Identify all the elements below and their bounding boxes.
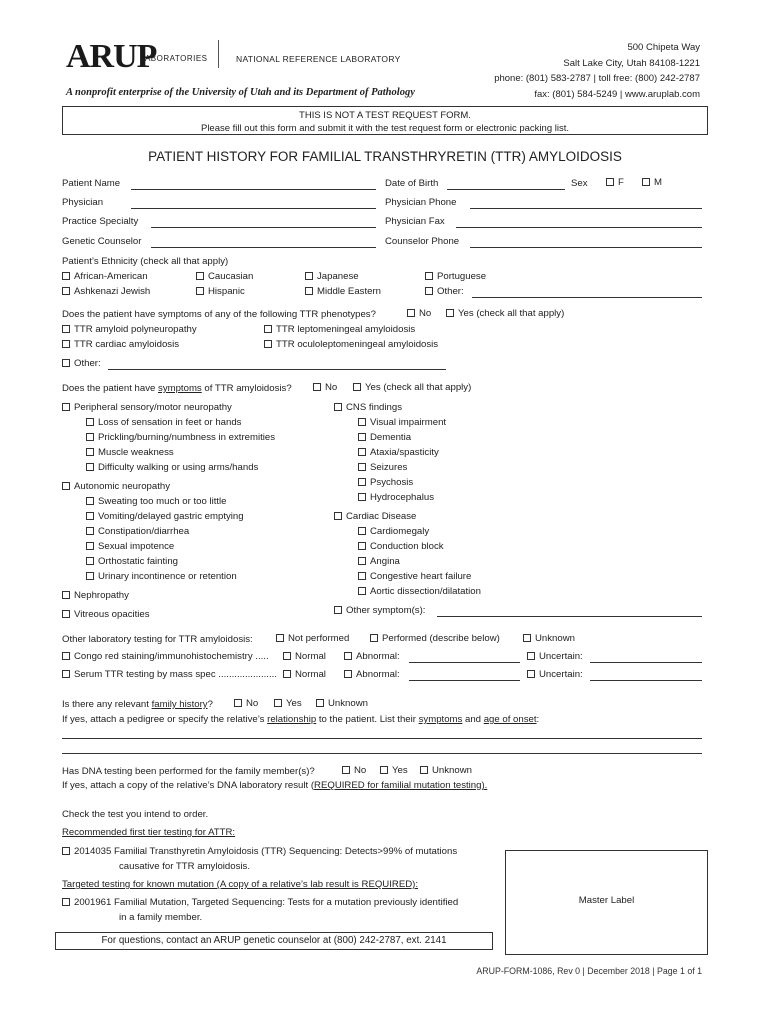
- checkbox-icon: [425, 287, 433, 295]
- address-line2: Salt Lake City, Utah 84108-1221: [563, 57, 700, 69]
- option-label: Visual impairment: [370, 417, 447, 428]
- option-label: Congo red staining/immunohistochemistry .....: [74, 651, 269, 662]
- checkbox-icon: [264, 340, 272, 348]
- sex-f-checkbox[interactable]: [606, 177, 624, 189]
- option-label: Vitreous opacities: [74, 609, 150, 620]
- option-label: No: [246, 698, 259, 709]
- option-label: Yes (check all that apply): [458, 308, 565, 319]
- checkbox-icon: [342, 766, 350, 774]
- checkbox-icon: [358, 478, 366, 486]
- option-label: Seizures: [370, 462, 408, 473]
- symptom-ataxia[interactable]: [358, 447, 439, 459]
- option-label: Uncertain:: [539, 669, 583, 680]
- checkbox-icon: [358, 433, 366, 441]
- checkbox-icon: [86, 527, 94, 535]
- sex-m-label: M: [654, 177, 662, 188]
- contact-block: [494, 40, 700, 102]
- checkbox-icon: [358, 527, 366, 535]
- master-label-box: [505, 850, 708, 955]
- ethnicity-other[interactable]: [425, 286, 464, 298]
- checkbox-icon: [606, 178, 614, 186]
- physician-phone-field[interactable]: [470, 208, 702, 209]
- checkbox-icon: [62, 325, 70, 333]
- symptom-urinary[interactable]: [86, 571, 237, 583]
- checkbox-icon: [86, 433, 94, 441]
- symptom-dementia[interactable]: [358, 432, 411, 444]
- symptom-muscle-weakness[interactable]: [86, 447, 174, 459]
- phenotype-yes[interactable]: [446, 308, 564, 320]
- option-label: Not performed: [288, 633, 350, 644]
- checkbox-icon: [86, 572, 94, 580]
- option-label: Unknown: [328, 698, 368, 709]
- checkbox-icon: [86, 512, 94, 520]
- lab-congo-uncertain-field[interactable]: [590, 662, 702, 663]
- physician-field[interactable]: [131, 208, 376, 209]
- address-line1: 500 Chipeta Way: [627, 42, 700, 53]
- checkbox-icon: [353, 383, 361, 391]
- option-label: CNS findings: [346, 402, 402, 413]
- lab-serum-normal[interactable]: [283, 669, 326, 681]
- dna-yes[interactable]: [380, 765, 408, 777]
- option-label: Other:: [74, 358, 101, 369]
- option-label: TTR cardiac amyloidosis: [74, 339, 180, 350]
- checkbox-icon: [370, 634, 378, 642]
- phone-line: phone: (801) 583-2787 | toll free: (800) 242-2787: [494, 73, 700, 84]
- option-label: Uncertain:: [539, 651, 583, 662]
- test-desc: Detects>99% of mutations: [342, 846, 458, 857]
- checkbox-icon: [62, 340, 70, 348]
- practice-specialty-field[interactable]: [151, 227, 376, 228]
- ethnicity-ashkenazi[interactable]: [62, 286, 150, 298]
- checkbox-icon: [313, 383, 321, 391]
- ethnicity-portuguese[interactable]: [425, 271, 486, 283]
- option-label: Other:: [437, 286, 464, 297]
- family-history-unknown[interactable]: [316, 698, 368, 710]
- checkbox-icon: [62, 847, 70, 855]
- option-label: Ashkenazi Jewish: [74, 286, 151, 297]
- option-label: Urinary incontinence or retention: [98, 571, 237, 582]
- lab-not-performed[interactable]: [276, 633, 349, 645]
- option-label: Abnormal:: [356, 669, 400, 680]
- symptom-prickling[interactable]: [86, 432, 275, 444]
- test-2014035-cont: causative for TTR amyloidosis.: [119, 861, 250, 872]
- phenotype-cardiac[interactable]: [62, 339, 179, 351]
- checkbox-icon: [420, 766, 428, 774]
- logo-laboratories: LABORATORIES: [140, 54, 208, 63]
- dob-label: Date of Birth: [385, 178, 439, 189]
- symptom-autonomic[interactable]: [62, 481, 170, 493]
- dob-field[interactable]: [447, 189, 565, 190]
- checkbox-icon: [523, 634, 531, 642]
- checkbox-icon: [86, 448, 94, 456]
- checkbox-icon: [62, 482, 70, 490]
- symptom-difficulty-walking[interactable]: [86, 462, 258, 474]
- symptom-cardiomegaly[interactable]: [358, 526, 429, 538]
- checkbox-icon: [358, 448, 366, 456]
- symptom-loss-sensation[interactable]: [86, 417, 241, 429]
- physician-phone-label: Physician Phone: [385, 197, 457, 208]
- phenotype-other[interactable]: [62, 358, 101, 370]
- counselor-phone-field[interactable]: [470, 247, 702, 248]
- checkbox-icon: [358, 463, 366, 471]
- lab-congo-normal[interactable]: [283, 651, 326, 663]
- option-label: TTR leptomeningeal amyloidosis: [276, 324, 416, 335]
- option-label: Prickling/burning/numbness in extremities: [98, 432, 276, 443]
- symptom-other-field[interactable]: [437, 616, 702, 617]
- symptom-sweating[interactable]: [86, 496, 227, 508]
- lab-unknown[interactable]: [523, 633, 575, 645]
- option-label: Sweating too much or too little: [98, 496, 227, 507]
- symptom-orthostatic[interactable]: [86, 556, 178, 568]
- test-2001961[interactable]: [62, 897, 458, 909]
- checkbox-icon: [234, 699, 242, 707]
- symptom-seizures[interactable]: [358, 462, 407, 474]
- checkbox-icon: [407, 309, 415, 317]
- checkbox-icon: [264, 325, 272, 333]
- option-label: Cardiomegaly: [370, 526, 430, 537]
- checkbox-icon: [283, 652, 291, 660]
- checkbox-icon: [425, 272, 433, 280]
- checkbox-icon: [62, 610, 70, 618]
- option-label: Nephropathy: [74, 590, 129, 601]
- checkbox-icon: [62, 287, 70, 295]
- form-title: PATIENT HISTORY FOR FAMILIAL TRANSTHRYRETIN (TTR) AMYLOIDOSIS: [148, 149, 622, 164]
- sex-f-label: F: [618, 177, 624, 188]
- phenotype-polyneuropathy[interactable]: [62, 324, 197, 336]
- checkbox-icon: [62, 898, 70, 906]
- option-label: Conduction block: [370, 541, 444, 552]
- option-label: Difficulty walking or using arms/hands: [98, 462, 259, 473]
- checkbox-icon: [305, 272, 313, 280]
- checkbox-icon: [86, 542, 94, 550]
- option-label: Performed (describe below): [382, 633, 500, 644]
- practice-specialty-label: Practice Specialty: [62, 216, 139, 227]
- option-label: Unknown: [535, 633, 575, 644]
- option-label: No: [325, 382, 338, 393]
- patient-name-field[interactable]: [131, 189, 376, 190]
- option-label: Middle Eastern: [317, 286, 381, 297]
- notice-line2: Please fill out this form and submit it with the test request form or electronic packing list.: [200, 123, 570, 134]
- dna-unknown[interactable]: [420, 765, 472, 777]
- lab-serum-abnormal[interactable]: [344, 669, 400, 681]
- option-label: Congestive heart failure: [370, 571, 472, 582]
- phenotype-other-field[interactable]: [108, 369, 446, 370]
- checkbox-icon: [334, 403, 342, 411]
- checkbox-icon: [196, 287, 204, 295]
- option-label: African-American: [74, 271, 148, 282]
- ethnicity-heading: Patient’s Ethnicity (check all that apply): [62, 256, 229, 267]
- checkbox-icon: [380, 766, 388, 774]
- checkbox-icon: [86, 418, 94, 426]
- physician-fax-field[interactable]: [456, 227, 702, 228]
- checkbox-icon: [62, 272, 70, 280]
- ethnicity-japanese[interactable]: [305, 271, 359, 283]
- checkbox-icon: [344, 670, 352, 678]
- option-label: Portuguese: [437, 271, 487, 282]
- sex-m-checkbox[interactable]: [642, 177, 662, 189]
- symptom-vitreous[interactable]: [62, 609, 150, 621]
- symptom-angina[interactable]: [358, 556, 400, 568]
- option-label: Sexual impotence: [98, 541, 175, 552]
- symptom-vomiting[interactable]: [86, 511, 244, 523]
- symptom-impotence[interactable]: [86, 541, 174, 553]
- option-label: Peripheral sensory/motor neuropathy: [74, 402, 232, 413]
- notice-box: [62, 106, 708, 135]
- family-history-yes[interactable]: [274, 698, 302, 710]
- option-label: Hispanic: [208, 286, 245, 297]
- ethnicity-caucasian[interactable]: [196, 271, 253, 283]
- checkbox-icon: [86, 463, 94, 471]
- checkbox-icon: [316, 699, 324, 707]
- symptoms-yes[interactable]: [353, 382, 471, 394]
- checkbox-icon: [344, 652, 352, 660]
- option-label: Normal: [295, 669, 326, 680]
- dna-question: Has DNA testing been performed for the family member(s)?: [62, 766, 315, 777]
- ethnicity-hispanic[interactable]: [196, 286, 245, 298]
- notice-line1: THIS IS NOT A TEST REQUEST FORM.: [299, 110, 471, 121]
- checkbox-icon: [334, 606, 342, 614]
- option-label: Autonomic neuropathy: [74, 481, 170, 492]
- genetic-counselor-label: Genetic Counselor: [62, 236, 142, 247]
- option-label: Ataxia/spasticity: [370, 447, 439, 458]
- option-label: Orthostatic fainting: [98, 556, 178, 567]
- checkbox-icon: [196, 272, 204, 280]
- phenotype-oculoleptomeningeal[interactable]: [264, 339, 438, 351]
- symptom-constipation[interactable]: [86, 526, 189, 538]
- checkbox-icon: [62, 359, 70, 367]
- checkbox-icon: [334, 512, 342, 520]
- option-label: Yes (check all that apply): [365, 382, 472, 393]
- form-footer: ARUP-FORM-1086, Rev 0 | December 2018 | Page 1 of 1: [476, 966, 702, 976]
- checkbox-icon: [527, 670, 535, 678]
- option-label: Japanese: [317, 271, 359, 282]
- targeted-heading: Targeted testing for known mutation (A copy of a relative’s lab result is REQUIRED):: [62, 879, 419, 890]
- tagline: A nonprofit enterprise of the University of Utah and its Department of Pathology: [66, 87, 415, 98]
- symptoms-no[interactable]: [313, 382, 337, 394]
- family-history-no[interactable]: [234, 698, 258, 710]
- contact-text: For questions, contact an ARUP genetic counselor at (800) 242-2787, ext. 2141: [101, 935, 447, 946]
- checkbox-icon: [305, 287, 313, 295]
- checkbox-icon: [358, 542, 366, 550]
- physician-fax-label: Physician Fax: [385, 216, 445, 227]
- physician-label: Physician: [62, 197, 104, 208]
- option-label: No: [419, 308, 432, 319]
- contact-box: [55, 932, 493, 950]
- national-reference: NATIONAL REFERENCE LABORATORY: [236, 54, 401, 64]
- symptom-aortic[interactable]: [358, 586, 481, 598]
- option-label: Cardiac Disease: [346, 511, 417, 522]
- symptom-hydrocephalus[interactable]: [358, 492, 434, 504]
- checkbox-icon: [642, 178, 650, 186]
- dna-no[interactable]: [342, 765, 366, 777]
- first-tier-heading: Recommended first tier testing for ATTR:: [62, 827, 236, 838]
- fax-line: fax: (801) 584-5249 | www.aruplab.com: [534, 88, 700, 100]
- checkbox-icon: [358, 557, 366, 565]
- option-label: Caucasian: [208, 271, 254, 282]
- lab-congo-red[interactable]: [62, 651, 269, 663]
- checkbox-icon: [527, 652, 535, 660]
- option-label: Yes: [286, 698, 302, 709]
- symptom-peripheral[interactable]: [62, 402, 232, 414]
- checkbox-icon: [283, 670, 291, 678]
- option-label: TTR oculoleptomeningeal amyloidosis: [276, 339, 439, 350]
- option-label: Muscle weakness: [98, 447, 174, 458]
- checkbox-icon: [276, 634, 284, 642]
- option-label: Psychosis: [370, 477, 414, 488]
- phenotype-question: Does the patient have symptoms of any of the following TTR phenotypes?: [62, 309, 376, 320]
- option-label: Dementia: [370, 432, 412, 443]
- ethnicity-other-field[interactable]: [472, 297, 702, 298]
- symptom-nephropathy[interactable]: [62, 590, 129, 602]
- checkbox-icon: [62, 403, 70, 411]
- checkbox-icon: [358, 418, 366, 426]
- option-label: Aortic dissection/dilatation: [370, 586, 481, 597]
- family-history-note: If yes, attach a pedigree or specify the relative’s relationship to the patient. List their symptoms and age of onset:: [62, 714, 540, 725]
- lab-congo-uncertain[interactable]: [527, 651, 583, 663]
- checkbox-icon: [86, 557, 94, 565]
- checkbox-icon: [86, 497, 94, 505]
- family-history-line-1[interactable]: [62, 738, 702, 739]
- test-name: 2001961 Familial Mutation, Targeted Sequencing:: [74, 897, 286, 908]
- option-label: Yes: [392, 765, 408, 776]
- option-label: Angina: [370, 556, 400, 567]
- option-label: Other symptom(s):: [346, 605, 426, 616]
- ethnicity-middle-eastern[interactable]: [305, 286, 381, 298]
- family-history-question: Is there any relevant family history?: [62, 699, 213, 710]
- test-name: 2014035 Familial Transthyretin Amyloidosis (TTR) Sequencing:: [74, 846, 343, 857]
- counselor-phone-label: Counselor Phone: [385, 236, 460, 247]
- header-divider: [218, 40, 219, 68]
- family-history-line-2[interactable]: [62, 753, 702, 754]
- checkbox-icon: [358, 572, 366, 580]
- option-label: Loss of sensation in feet or hands: [98, 417, 242, 428]
- ethnicity-african-american[interactable]: [62, 271, 148, 283]
- symptom-other[interactable]: [334, 605, 425, 617]
- lab-question: Other laboratory testing for TTR amyloidosis:: [62, 634, 253, 645]
- order-heading: Check the test you intend to order.: [62, 809, 209, 820]
- option-label: Unknown: [432, 765, 472, 776]
- symptom-cardiac[interactable]: [334, 511, 416, 523]
- lab-serum-abnormal-field[interactable]: [409, 680, 520, 681]
- master-label-text: Master Label: [578, 895, 635, 906]
- test-desc: Tests for a mutation previously identified: [285, 897, 459, 908]
- checkbox-icon: [446, 309, 454, 317]
- symptom-visual[interactable]: [358, 417, 446, 429]
- sex-label: Sex: [571, 178, 588, 189]
- lab-congo-abnormal[interactable]: [344, 651, 400, 663]
- lab-serum-ttr[interactable]: [62, 669, 277, 681]
- checkbox-icon: [62, 591, 70, 599]
- checkbox-icon: [62, 670, 70, 678]
- phenotype-leptomeningeal[interactable]: [264, 324, 415, 336]
- option-label: Serum TTR testing by mass spec ......................: [74, 669, 277, 680]
- option-label: Hydrocephalus: [370, 492, 434, 503]
- symptom-psychosis[interactable]: [358, 477, 413, 489]
- lab-serum-uncertain[interactable]: [527, 669, 583, 681]
- checkbox-icon: [358, 587, 366, 595]
- test-2001961-cont: in a family member.: [119, 912, 203, 923]
- symptoms-question: Does the patient have symptoms of TTR amyloidosis?: [62, 383, 292, 394]
- option-label: TTR amyloid polyneuropathy: [74, 324, 197, 335]
- dna-note: If yes, attach a copy of the relative’s DNA laboratory result (REQUIRED for familial mutation testing).: [62, 780, 488, 791]
- checkbox-icon: [62, 652, 70, 660]
- phenotype-no[interactable]: [407, 308, 431, 320]
- genetic-counselor-field[interactable]: [151, 247, 376, 248]
- option-label: Normal: [295, 651, 326, 662]
- lab-congo-abnormal-field[interactable]: [409, 662, 520, 663]
- option-label: Vomiting/delayed gastric emptying: [98, 511, 244, 522]
- symptom-chf[interactable]: [358, 571, 471, 583]
- lab-performed[interactable]: [370, 633, 500, 645]
- lab-serum-uncertain-field[interactable]: [590, 680, 702, 681]
- checkbox-icon: [274, 699, 282, 707]
- checkbox-icon: [358, 493, 366, 501]
- patient-name-label: Patient Name: [62, 178, 121, 189]
- option-label: No: [354, 765, 367, 776]
- symptom-conduction-block[interactable]: [358, 541, 444, 553]
- option-label: Constipation/diarrhea: [98, 526, 190, 537]
- test-2014035[interactable]: [62, 846, 457, 858]
- option-label: Abnormal:: [356, 651, 400, 662]
- symptom-cns[interactable]: [334, 402, 402, 414]
- arup-logo: ARUP: [66, 38, 157, 75]
